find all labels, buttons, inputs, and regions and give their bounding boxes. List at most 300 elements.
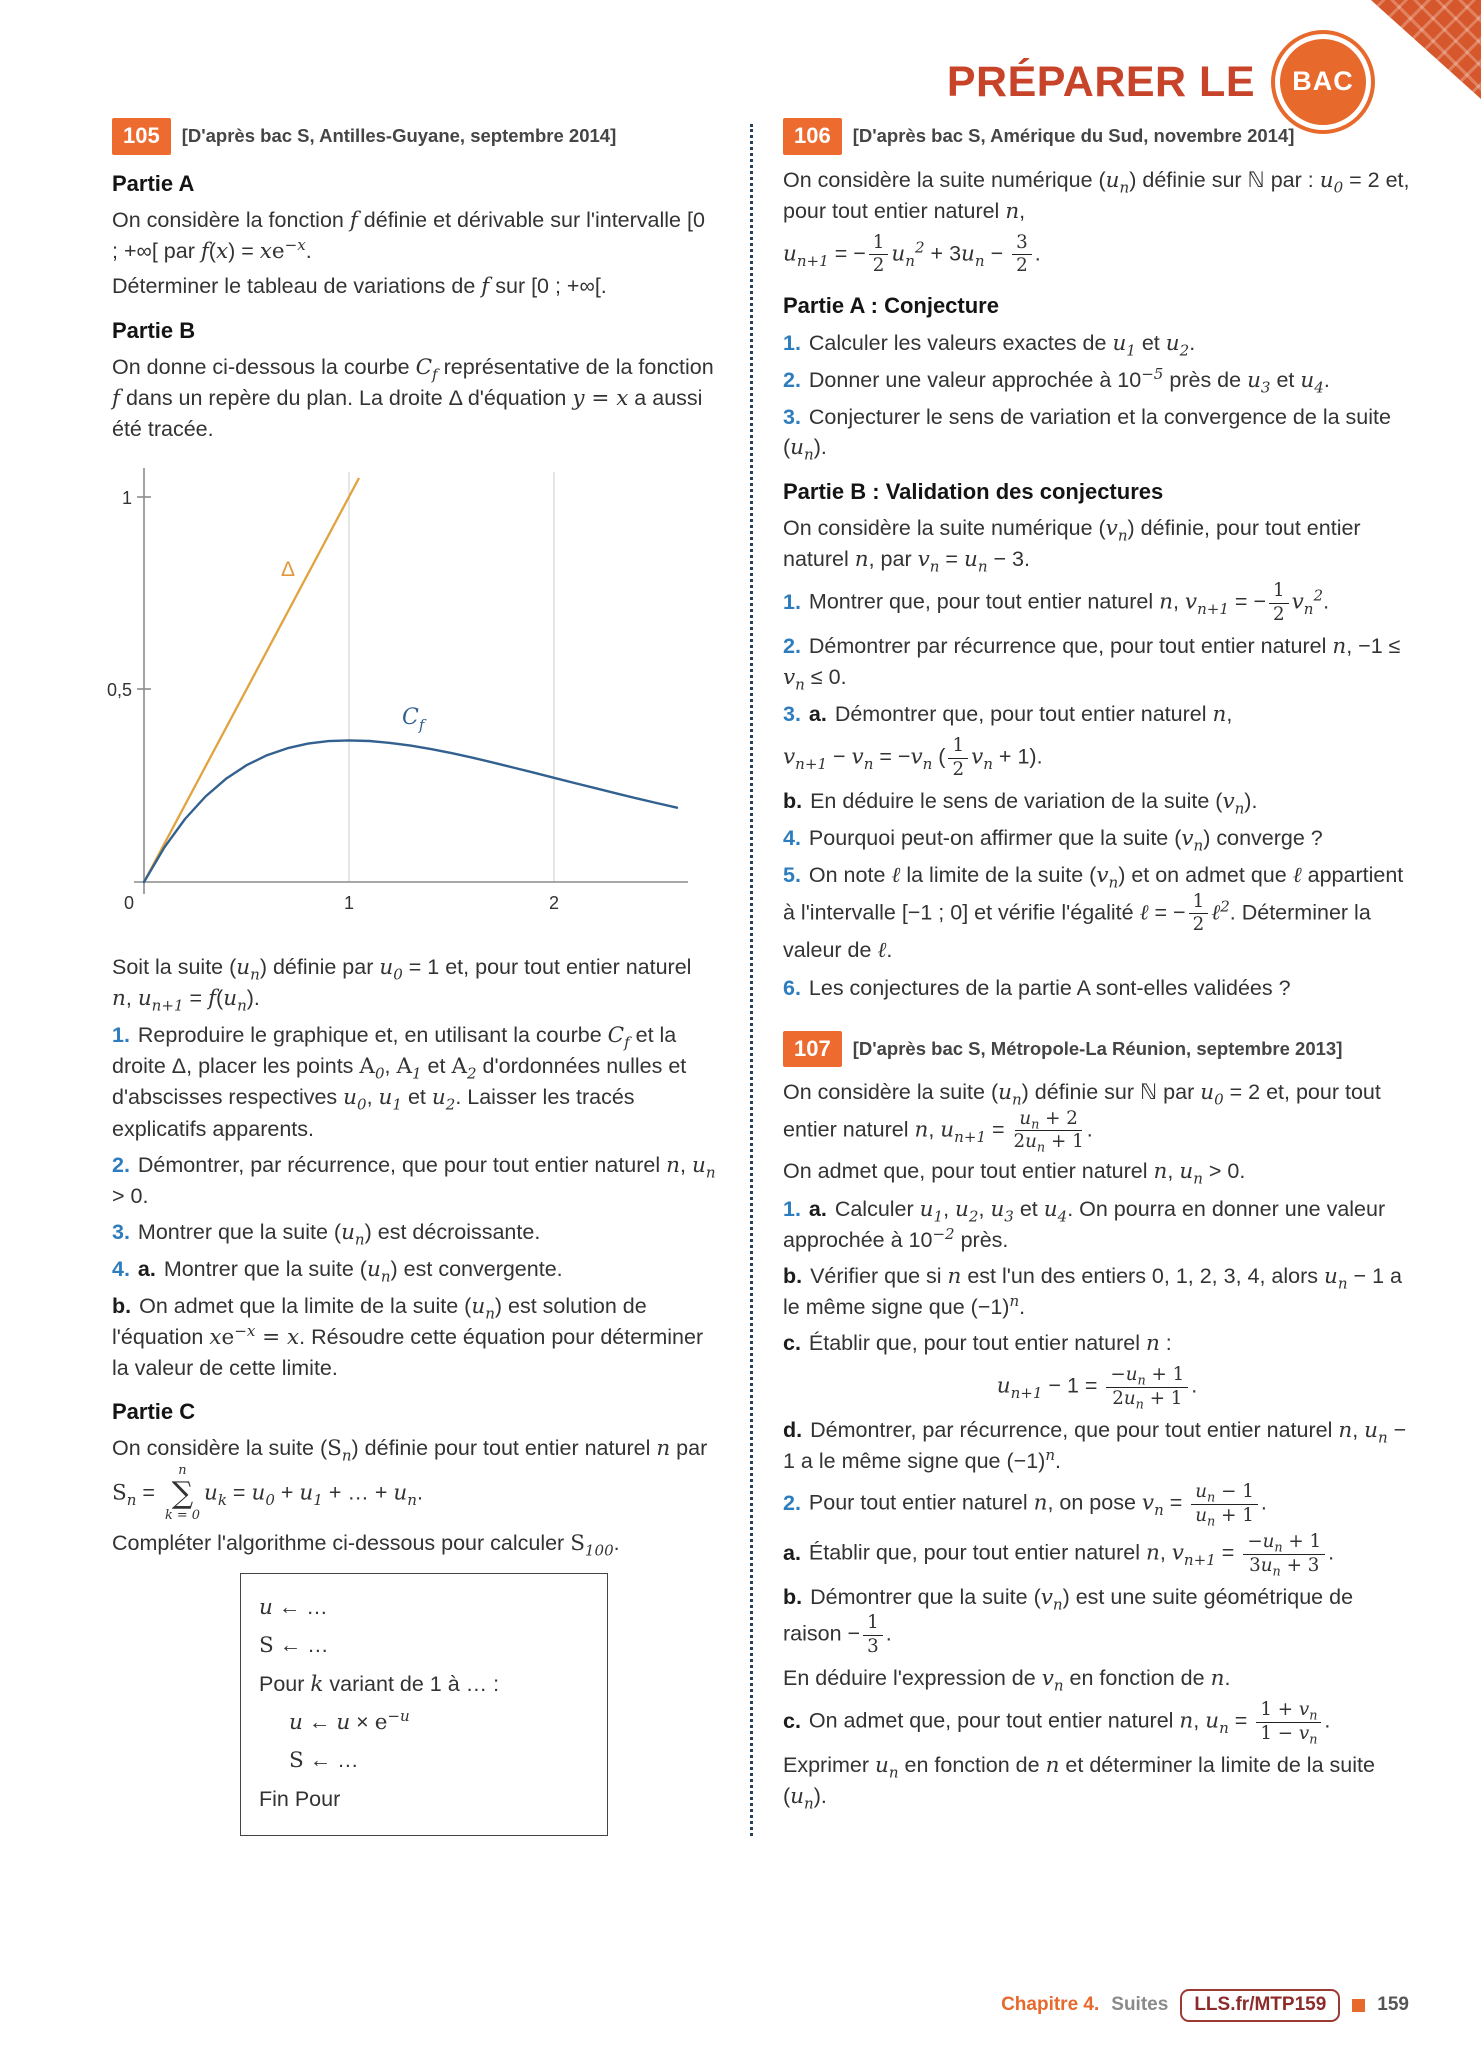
paragraph (783, 165, 1411, 227)
text: . (1086, 1117, 1093, 1142)
paragraph (112, 271, 716, 302)
text: Montrer que, pour tout entier naturel (808, 589, 1160, 614)
math-variable: u (289, 1710, 303, 1736)
text: = − (828, 241, 866, 266)
algorithm-line (259, 1706, 589, 1739)
text: ( (932, 744, 946, 769)
text: 1 − (1260, 1722, 1299, 1744)
text: ) définie, pour tout entier naturel (783, 515, 1361, 571)
math-subscript: 0 (357, 1095, 367, 1114)
text: d'ordonnées nulles et d'abscisses respectives (112, 1054, 687, 1110)
text: variant de 1 à … : (323, 1671, 500, 1696)
text: 1 (952, 735, 965, 757)
text: et (1270, 367, 1301, 392)
text: et déterminer la limite de la suite ( (783, 1753, 1375, 1809)
math-subscript: n (237, 996, 247, 1015)
text: Déterminer le tableau de variations de (112, 273, 482, 298)
text: , (125, 986, 138, 1011)
text: a aussi été tracée. (112, 385, 703, 441)
math-fraction (1269, 581, 1289, 625)
item-letter: b. (783, 789, 809, 814)
list-item (112, 1020, 716, 1143)
text: On admet que, pour tout entier naturel (808, 1708, 1180, 1733)
list-item (783, 860, 1411, 966)
item-number: 2. (783, 1490, 807, 1515)
item-number: 3. (783, 702, 807, 727)
fraction-numerator (863, 1613, 883, 1635)
math-subscript: n (1011, 1090, 1022, 1109)
text: 2 (1112, 1387, 1124, 1409)
summation (165, 1464, 200, 1524)
item-letter: a. (137, 1256, 162, 1281)
y-tick-label-05: 0,5 (106, 679, 132, 700)
text: . (1323, 367, 1330, 392)
item-number: 2. (783, 634, 807, 659)
list-item (783, 1582, 1411, 1657)
text: Calculer (834, 1196, 920, 1221)
text: . Laisser les tracés explicatifs apparents. (112, 1085, 635, 1141)
list-item (783, 365, 1411, 396)
math-variable: v (851, 744, 864, 770)
math-subscript: 1 (1126, 341, 1136, 360)
math-subscript: n (1207, 1514, 1216, 1530)
text: − 1 a le même signe que (−1) (783, 1263, 1402, 1319)
math-variable: u (961, 241, 975, 267)
math-subscript: n (1309, 1708, 1318, 1724)
item-letter: d. (783, 1417, 809, 1442)
fraction-denominator (1249, 1554, 1320, 1580)
text: + (274, 1480, 300, 1505)
text: On donne ci-dessous la courbe (112, 354, 416, 379)
math-subscript: n (1031, 1117, 1040, 1133)
text: ) définie sur ℕ par : (1129, 167, 1320, 192)
text: ) converge ? (1203, 826, 1323, 851)
math-variable: n (1338, 1417, 1353, 1443)
math-variable: u (940, 1117, 955, 1143)
math-fraction (863, 1613, 883, 1657)
math-fraction (1256, 1699, 1321, 1748)
text: > 0. (112, 1183, 149, 1208)
sum-upper-limit: n (178, 1463, 187, 1479)
math-variable: u (1324, 1263, 1338, 1289)
math-roman: S (112, 1480, 127, 1506)
math-variable: n (1153, 1159, 1168, 1185)
math-subscript: n (1108, 873, 1119, 892)
math-subscript: n (1052, 1595, 1063, 1614)
math-fraction (1013, 1107, 1084, 1156)
math-variable: k (310, 1671, 324, 1697)
text: : (1159, 1330, 1172, 1355)
math-variable: u (137, 986, 152, 1012)
exercise-source: [D'après bac S, Métropole-La Réunion, septembre 2013] (852, 1038, 1343, 1060)
text: ) et on admet que (1118, 863, 1293, 888)
math-subscript: n+1 (1010, 1383, 1043, 1402)
column-divider-dotted-line (750, 124, 753, 1836)
text: , (1019, 198, 1026, 223)
math-subscript: n (804, 1794, 814, 1813)
text: + 1 (1045, 1131, 1084, 1152)
algorithm-line (259, 1591, 589, 1624)
math-roman: e (271, 238, 285, 264)
math-variable: u (955, 1196, 969, 1222)
text: + 1 (1143, 1387, 1183, 1409)
text: représentative de la fonction (437, 354, 714, 379)
text: 1 (867, 1612, 879, 1634)
math-variable: u (996, 1373, 1011, 1399)
exercise-source: [D'après bac S, Antilles-Guyane, septembre 2014] (181, 125, 617, 147)
chapter-label: Chapitre 4. (1001, 1994, 1100, 2016)
math-subscript: n (804, 445, 814, 464)
fraction-denominator (1112, 1387, 1183, 1413)
text: 3 (1016, 231, 1028, 253)
math-variable: ℓ (1292, 863, 1302, 889)
math-subscript: n (1154, 1501, 1164, 1520)
text: + 1). (992, 744, 1043, 769)
math-variable: n (666, 1152, 680, 1178)
fraction-numerator (1189, 892, 1209, 914)
list-item (783, 1699, 1411, 1748)
math-subscript: f (624, 1033, 630, 1052)
math-variable: n (1005, 198, 1020, 224)
math-subscript: n (974, 251, 985, 270)
text: Pour tout entier naturel (808, 1490, 1034, 1515)
text: En déduire le sens de variation de la suite ( (810, 789, 1223, 814)
text: = 2 et, pour tout entier naturel (783, 1080, 1381, 1142)
text: ) est décroissante. (364, 1219, 541, 1244)
text: ≤ 0. (804, 665, 847, 690)
text: sur [0 ; +∞[. (489, 273, 607, 298)
text: en fonction de (898, 1753, 1046, 1778)
math-variable: f (112, 385, 120, 411)
text: Donner une valeur approchée à 10 (808, 367, 1142, 392)
math-variable: = x (255, 1325, 300, 1351)
math-variable: ℓ (1211, 900, 1221, 926)
text: En déduire l'expression de (783, 1666, 1042, 1691)
list-item (783, 1415, 1411, 1476)
math-variable: v (1096, 863, 1109, 889)
text: − (827, 744, 852, 769)
math-subscript: n (922, 755, 933, 774)
item-letter: a. (783, 1540, 807, 1565)
math-subscript: n (1274, 1540, 1283, 1556)
fraction-denominator (1013, 1131, 1084, 1156)
list-item (783, 1481, 1411, 1530)
math-subscript: n (1193, 1169, 1203, 1188)
text: 1 (1273, 580, 1285, 602)
text: . (305, 238, 312, 263)
math-variable: u (251, 1480, 266, 1506)
math-subscript: 100 (584, 1541, 614, 1560)
math-variable: u (1195, 1504, 1208, 1526)
paragraph (112, 952, 716, 1014)
math-variable: x (215, 238, 229, 264)
math-superscript: −x (284, 235, 306, 254)
text: On considère la suite numérique ( (783, 167, 1106, 192)
math-subscript: 4 (1057, 1206, 1068, 1225)
fraction-numerator (1191, 1482, 1258, 1504)
text: + 3 (1280, 1554, 1320, 1576)
text: − 1 (1215, 1481, 1254, 1503)
math-variable: u (1165, 330, 1180, 356)
math-variable: v (910, 744, 923, 770)
math-variable: n (1145, 1540, 1160, 1566)
math-variable: v (783, 665, 796, 691)
math-fraction (948, 736, 968, 780)
y-tick-label-1: 1 (121, 487, 132, 508)
text: × (350, 1710, 375, 1735)
paragraph (112, 205, 716, 267)
text: − 1 = (1042, 1373, 1104, 1398)
math-variable: n (1332, 634, 1347, 660)
math-subscript: n (1135, 1397, 1144, 1413)
fraction-denominator (952, 759, 964, 780)
math-subscript: 0 (1333, 178, 1344, 197)
math-subscript: 1 (933, 1206, 944, 1225)
text: = 1 et, pour tout entier naturel (402, 955, 692, 980)
item-number: 6. (783, 975, 807, 1000)
exercise-number-badge: 107 (783, 1031, 842, 1068)
math-subscript: 3 (1004, 1206, 1014, 1225)
text: . (886, 938, 893, 963)
text: On admet que, pour tout entier naturel (783, 1159, 1154, 1184)
math-subscript: n (705, 1162, 716, 1181)
math-variable: u (1105, 167, 1120, 193)
math-variable: n (1212, 702, 1227, 728)
text: On admet que la limite de la suite ( (139, 1293, 472, 1318)
equation (783, 233, 1411, 277)
math-subscript: n (929, 557, 940, 576)
math-variable: u (790, 435, 805, 460)
math-subscript: n (407, 1491, 417, 1510)
text: Démontrer, par récurrence, que pour tout entier naturel (137, 1152, 667, 1177)
text: 3 (867, 1635, 879, 1657)
list-item (783, 581, 1411, 625)
item-number: 3. (783, 404, 807, 429)
math-variable: u (1043, 1196, 1058, 1222)
item-number: 4. (112, 1256, 136, 1281)
math-subscript: n+1 (954, 1127, 987, 1146)
curve-label-subscript: f (418, 715, 425, 734)
math-variable: u (343, 1085, 358, 1111)
text: = − (1228, 589, 1266, 614)
function-graph-figure (106, 452, 716, 940)
math-fraction (1012, 233, 1032, 277)
text: . (885, 1621, 892, 1646)
math-roman: S (327, 1436, 342, 1462)
fraction-numerator (1256, 1700, 1321, 1722)
math-subscript: n (1337, 1274, 1348, 1293)
text: ). (813, 1784, 827, 1809)
math-roman: S (289, 1748, 304, 1774)
exercise-number-badge: 105 (112, 118, 171, 155)
text: définie et dérivable sur l'intervalle [0 ; +∞[ par (112, 207, 705, 263)
equation (783, 1364, 1411, 1413)
text: = (1228, 1708, 1254, 1733)
math-subscript: n (863, 755, 874, 774)
math-variable: n (1145, 1330, 1160, 1356)
text: , (1167, 1159, 1180, 1184)
fraction-denominator (873, 255, 885, 276)
list-item (783, 402, 1411, 463)
x-tick-label-2: 2 (548, 892, 560, 913)
text: Les conjectures de la partie A sont-elles validées ? (808, 975, 1291, 1000)
fraction-numerator (1269, 581, 1289, 603)
text: . (1260, 1490, 1267, 1515)
text: Démontrer que la suite ( (810, 1585, 1041, 1610)
math-variable: n (1179, 1708, 1194, 1734)
list-item (783, 631, 1411, 693)
math-variable: y = x (572, 385, 629, 411)
text: Pour (259, 1671, 311, 1696)
text: ← … (303, 1748, 359, 1773)
item-letter: a. (808, 702, 833, 727)
fraction-denominator (1260, 1722, 1318, 1748)
item-number: 1. (783, 1196, 807, 1221)
algorithm-line (259, 1783, 589, 1816)
paragraph (112, 1433, 716, 1524)
math-variable: v (1141, 1490, 1155, 1516)
math-variable: v (1222, 789, 1235, 815)
item-number: 5. (783, 863, 807, 888)
math-subscript: 2 (968, 1206, 979, 1225)
text: 2 (952, 758, 965, 780)
math-variable: u (259, 1595, 273, 1621)
algorithm-line (259, 1744, 589, 1777)
item-number: 3. (112, 1219, 136, 1244)
math-variable: n (914, 1117, 929, 1143)
math-variable: u (236, 955, 251, 981)
text: . (1019, 1294, 1026, 1319)
list-item (783, 1261, 1411, 1322)
paragraph (783, 1663, 1411, 1694)
text: + 2 (1039, 1107, 1078, 1129)
math-roman: A (359, 1054, 375, 1080)
math-variable: u (783, 241, 797, 267)
lls-link-badge[interactable]: LLS.fr/MTP159 (1180, 1989, 1340, 2022)
fraction-numerator (1243, 1532, 1325, 1554)
math-variable: n (1159, 589, 1173, 615)
math-variable: f (349, 207, 358, 233)
math-fraction (1243, 1531, 1325, 1580)
text: ) définie pour tout entier naturel (351, 1436, 657, 1461)
text: ← (302, 1710, 337, 1735)
math-variable: v (1105, 515, 1118, 541)
text: Exprimer (783, 1753, 875, 1778)
fraction-denominator (1273, 604, 1285, 625)
text: > 0. (1202, 1159, 1246, 1184)
text: = (226, 1480, 252, 1505)
exercise-header (112, 118, 716, 155)
text: + 3 (924, 241, 962, 266)
text: On considère la suite ( (112, 1436, 328, 1461)
text: , (366, 1085, 379, 1110)
math-variable: v (1181, 826, 1194, 852)
text: Montrer que la suite ( (163, 1256, 367, 1281)
math-subscript: 0 (1214, 1090, 1224, 1109)
math-roman: e (374, 1710, 388, 1736)
text: On note (808, 863, 892, 888)
chapter-title: Suites (1111, 1994, 1169, 2016)
math-fraction (1106, 1364, 1188, 1413)
text: . (1034, 241, 1041, 266)
math-subscript: n (977, 557, 988, 576)
text: On considère la suite numérique ( (783, 515, 1106, 540)
math-subscript: 0 (393, 965, 403, 984)
text: , (1352, 1417, 1365, 1442)
text: près. (954, 1227, 1009, 1252)
math-roman: S (259, 1633, 274, 1659)
math-variable: u (471, 1293, 486, 1319)
list-item (783, 973, 1411, 1003)
math-subscript: k (217, 1491, 227, 1510)
math-roman: e (221, 1325, 235, 1351)
text: par (670, 1436, 708, 1461)
math-variable: C (607, 1023, 625, 1049)
math-subscript: 2 (445, 1095, 456, 1114)
math-subscript: n (1303, 600, 1314, 619)
text: Soit la suite ( (112, 955, 237, 980)
math-variable: u (1247, 367, 1261, 393)
math-superscript: 2 (1313, 586, 1324, 605)
page-number-square-icon (1352, 1999, 1365, 2012)
text: près de (1163, 367, 1248, 392)
math-subscript: n (1207, 1490, 1216, 1506)
text: , (680, 1152, 692, 1177)
list-item (783, 1531, 1411, 1580)
list-item (783, 328, 1411, 359)
fraction-numerator (1015, 1109, 1082, 1131)
math-variable: u (341, 1219, 355, 1245)
text: dans un repère du plan. La droite Δ d'équation (119, 385, 573, 410)
text: , par (868, 546, 918, 571)
text: ← … (272, 1595, 328, 1620)
list-item (112, 1150, 716, 1211)
text: 1 (1192, 890, 1205, 912)
math-subscript: 1 (392, 1095, 402, 1114)
math-variable: u (891, 241, 906, 267)
text: et la droite Δ, placer les points (112, 1023, 677, 1079)
math-variable: u (1262, 1531, 1275, 1553)
item-number: 2. (783, 367, 807, 392)
text: 1 + (1260, 1699, 1299, 1721)
math-variable: u (691, 1152, 706, 1178)
math-superscript: −x (234, 1321, 256, 1340)
item-number: 1. (783, 589, 807, 614)
delta-label: Δ (280, 557, 296, 581)
page-header (947, 34, 1371, 130)
fraction-denominator (1016, 255, 1028, 276)
list-item (112, 1291, 716, 1383)
math-subscript: 1 (313, 1491, 323, 1510)
math-fraction (869, 233, 889, 277)
math-variable: n (1210, 1666, 1225, 1692)
fraction-numerator (869, 233, 889, 255)
math-roman: S (570, 1531, 585, 1557)
math-subscript: n+1 (796, 251, 829, 270)
math-subscript: 1 (412, 1064, 422, 1083)
math-variable: v (1291, 589, 1304, 615)
text: , (928, 1117, 941, 1142)
text: . On pourra en donner une valeur approchée à 10 (783, 1196, 1386, 1252)
bac-badge (1275, 34, 1371, 130)
text: ← … (273, 1633, 329, 1658)
math-variable: u (1319, 167, 1334, 193)
text: . (1055, 1449, 1062, 1474)
text: Établir que, pour tout entier naturel (808, 1330, 1146, 1355)
text: , (384, 1054, 397, 1079)
math-variable: x (209, 1325, 222, 1351)
math-variable: u (1205, 1708, 1220, 1734)
